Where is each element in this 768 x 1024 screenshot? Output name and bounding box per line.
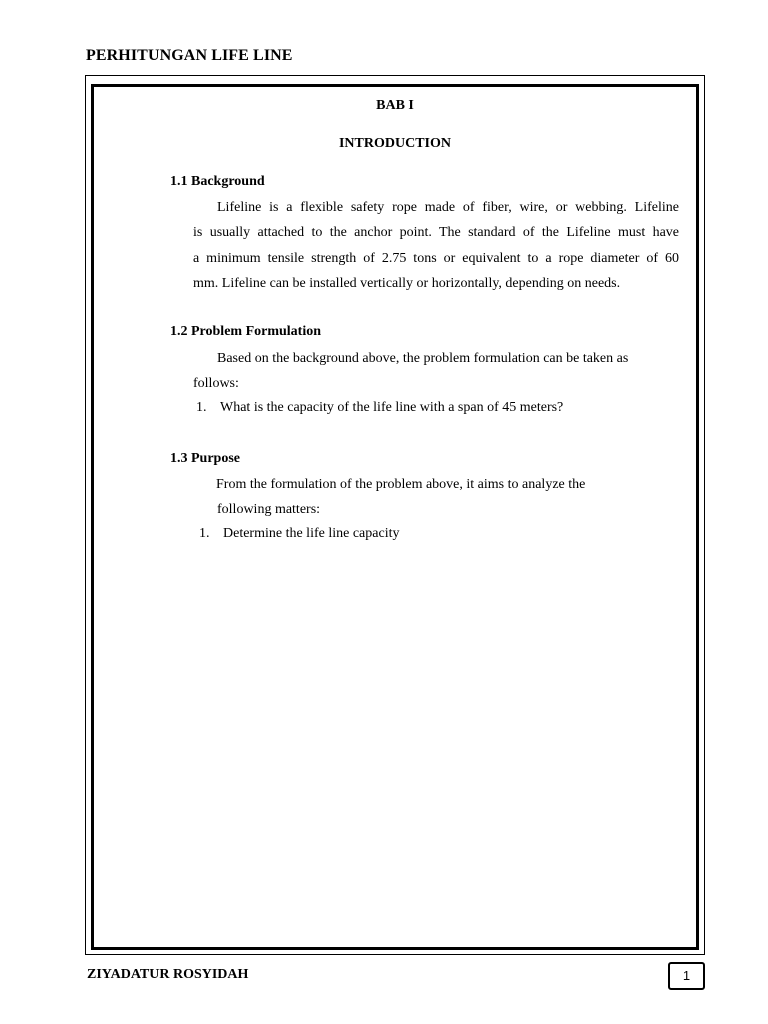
section-heading-purpose: 1.3 Purpose bbox=[170, 451, 240, 466]
paragraph-background bbox=[193, 195, 679, 296]
list-item bbox=[196, 400, 563, 416]
paragraph-line: follows: bbox=[193, 376, 239, 392]
paragraph-purpose bbox=[193, 472, 679, 523]
document-body bbox=[94, 87, 696, 947]
section-heading-problem-formulation: 1.2 Problem Formulation bbox=[170, 324, 322, 339]
list-item-number: 1. bbox=[196, 400, 207, 415]
section-heading-background: 1.1 Background bbox=[170, 174, 265, 189]
paragraph-line: Based on the background above, the problem formulation can be taken as bbox=[217, 351, 629, 366]
page-border-inner bbox=[91, 84, 699, 950]
chapter-number: BAB I bbox=[376, 98, 414, 113]
list-item-text: What is the capacity of the life line with a span of 45 meters? bbox=[220, 400, 564, 415]
list-item-text: Determine the life line capacity bbox=[223, 526, 400, 541]
paragraph-line: is usually attached to the anchor point. The standard of the Lifeline must have bbox=[193, 225, 679, 241]
chapter-title: INTRODUCTION bbox=[338, 136, 451, 151]
list-item-number: 1. bbox=[199, 526, 210, 541]
footer-author: ZIYADATUR ROSYIDAH bbox=[87, 967, 249, 982]
paragraph-line: a minimum tensile strength of 2.75 tons or equivalent to a rope diameter of 60 bbox=[193, 250, 679, 266]
page-number: 1 bbox=[668, 962, 705, 990]
page-header-title: PERHITUNGAN LIFE LINE bbox=[86, 47, 293, 64]
paragraph-line: mm. Lifeline can be installed vertically or horizontally, depending on needs. bbox=[193, 275, 621, 291]
list-item bbox=[199, 526, 399, 542]
paragraph-line: From the formulation of the problem above, it aims to analyze the bbox=[216, 477, 586, 492]
paragraph-problem-formulation bbox=[193, 346, 679, 397]
paragraph-line: following matters: bbox=[217, 502, 321, 518]
paragraph-line: Lifeline is a flexible safety rope made of fiber, wire, or webbing. Lifeline bbox=[217, 200, 679, 215]
